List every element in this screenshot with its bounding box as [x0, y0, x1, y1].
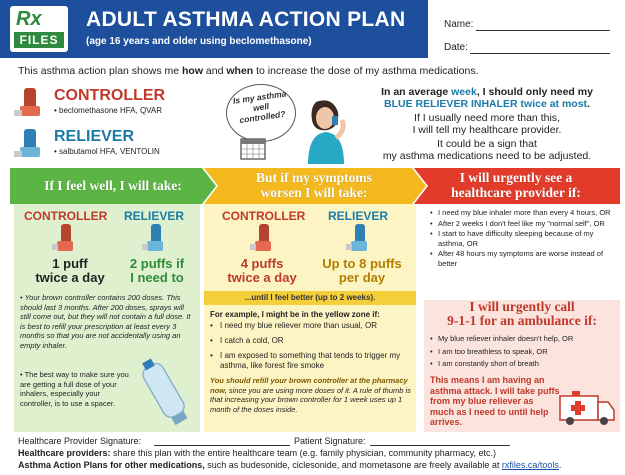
ambulance-icon — [558, 388, 616, 428]
logo-files-text: FILES — [14, 32, 64, 48]
patient-signature-label: Patient Signature: — [294, 436, 366, 446]
patient-signature-field[interactable] — [370, 445, 510, 446]
intro-text — [18, 65, 478, 77]
intro-and: and — [203, 65, 227, 77]
yellow-example-heading: For example, I might be in the yellow zone if: — [210, 310, 380, 319]
footer-link-period: . — [558, 460, 562, 470]
footer-plans-bold: Asthma Action Plans for other medications, — [18, 460, 205, 470]
blue-reliever-inhaler-text: BLUE RELIEVER INHALER — [384, 98, 518, 110]
yellow-controller-dose-2: twice a day — [227, 270, 297, 285]
yellow-reliever-dose-2: per day — [338, 270, 386, 285]
controller-title: CONTROLLER — [54, 87, 166, 104]
footer-plans-rest: such as budesonide, ciclesonide, and mometasone are freely available at — [204, 460, 502, 470]
footer-providers-note — [18, 448, 496, 458]
green-reliever-heading: RELIEVER — [124, 209, 185, 223]
reliever-title: RELIEVER — [54, 128, 135, 145]
footer-other-plans-note — [18, 460, 561, 470]
green-reliever-dose-2: I need to — [130, 270, 184, 285]
controller-subtitle: • beclomethasone HFA, QVAR — [54, 106, 163, 115]
green-zone-label: If I feel well, I will take: — [44, 178, 182, 193]
green-controller-dose-2: twice a day — [35, 270, 105, 285]
controller-inhaler-icon — [14, 86, 50, 120]
green-controller-heading: CONTROLLER — [24, 209, 108, 223]
sign-line-2: my asthma medications need to be adjusted. — [382, 150, 592, 162]
date-field[interactable] — [470, 53, 610, 54]
call-911-line-2: 9-1-1 for an ambulance if: — [447, 313, 597, 328]
page-title: ADULT ASTHMA ACTION PLAN — [86, 8, 406, 31]
hcp-signature-label: Healthcare Provider Signature: — [18, 436, 142, 446]
green-spacer-note: • The best way to make sure you are getting a full dose of your inhalers, especially your controller, is to use a spacer. — [20, 370, 129, 408]
red-see-provider-list — [430, 208, 616, 269]
week-period: . — [587, 98, 590, 110]
green-reliever-dose-1: 2 puffs if — [129, 256, 185, 271]
reliever-subtitle: • salbutamol HFA, VENTOLIN — [54, 147, 160, 156]
reliever-inhaler-icon — [14, 127, 50, 161]
yellow-reliever-dose — [312, 257, 412, 285]
yellow-refill-note — [210, 376, 412, 414]
list-item: • I catch a cold, OR — [210, 336, 412, 346]
list-item: • I am exposed to something that tends to trigger my asthma, like forest fire smoke — [210, 351, 412, 371]
intro-when: when — [226, 65, 254, 77]
yellow-zone-label-2: worsen I will take: — [260, 185, 368, 200]
page-subtitle: (age 16 years and older using beclomethasone) — [86, 36, 312, 47]
date-label: Date: — [444, 42, 468, 53]
yellow-zone-label-1: But if my symptoms — [256, 170, 372, 185]
list-item: • After 2 weeks I don't feel like my "normal self", OR — [430, 219, 616, 229]
call-911-heading — [424, 300, 620, 328]
until-text: ...until I feel better (up to 2 weeks). — [244, 293, 376, 302]
more-than-text — [355, 112, 619, 136]
yellow-controller-dose-1: 4 puffs — [240, 256, 284, 271]
logo-rx-text: Rx — [16, 8, 42, 30]
adjustment-sign-text — [355, 138, 619, 162]
person-using-inhaler-icon — [296, 98, 352, 164]
green-controller-dose-1: 1 puff — [52, 256, 88, 271]
yellow-controller-inhaler-icon — [250, 224, 276, 254]
footer-providers-bold: Healthcare providers: — [18, 448, 111, 458]
refill-rest: since you are using more doses of it. A rule of thumb is that increasing your brown controller for 1 week uses up 1 month of the doses inside. — [210, 385, 411, 414]
calendar-icon — [240, 136, 266, 160]
intro-how: how — [182, 65, 203, 77]
list-item: • My blue reliever inhaler doesn't help, OR — [430, 334, 616, 344]
yellow-trigger-list — [210, 321, 412, 376]
yellow-controller-heading: CONTROLLER — [222, 209, 306, 223]
spacer-device-icon — [136, 356, 194, 430]
sign-line-1: It could be a sign that — [437, 138, 537, 150]
yellow-zone-header — [204, 168, 424, 204]
list-item: • I need my blue inhaler more than every 4 hours, OR — [430, 208, 616, 218]
red-zone-label-1: I will urgently see a — [459, 170, 573, 185]
yellow-reliever-dose-1: Up to 8 puffs — [322, 256, 402, 271]
week-suffix: , I should only need my — [476, 86, 593, 98]
call-911-list — [430, 334, 616, 372]
asthma-attack-text: This means I am having an asthma attack. I will take puffs from my blue reliever as much as I need to until help arrives. — [430, 375, 560, 427]
yellow-reliever-inhaler-icon — [346, 224, 372, 254]
green-controller-inhaler-icon — [52, 224, 78, 254]
twice-at-most-text: twice at most — [517, 98, 588, 110]
name-field[interactable] — [476, 30, 610, 31]
hcp-signature-field[interactable] — [154, 445, 290, 446]
rxfiles-tools-link[interactable]: rxfiles.ca/tools — [501, 460, 559, 470]
list-item: • I am too breathless to speak, OR — [430, 347, 616, 357]
more-than-line-2: I will tell my healthcare provider. — [412, 124, 562, 136]
green-reliever-dose — [114, 257, 200, 285]
intro-after: to increase the dose of my asthma medications. — [253, 65, 479, 77]
yellow-controller-dose — [214, 257, 310, 285]
list-item: • After 48 hours my symptoms are worse instead of better — [430, 249, 616, 268]
list-item: • I start to have difficulty sleeping because of my asthma, OR — [430, 229, 616, 248]
yellow-reliever-heading: RELIEVER — [328, 209, 389, 223]
week-prefix: In an average — [381, 86, 452, 98]
refill-bold: You should refill your brown controller at the pharmacy now, — [210, 376, 408, 395]
rxfiles-logo — [10, 6, 68, 52]
name-label: Name: — [444, 19, 474, 30]
footer-providers-rest: share this plan with the entire healthcare team (e.g. family physician, community pharmacy, etc.) — [110, 448, 497, 458]
weekly-use-text — [355, 86, 619, 110]
week-word: week — [451, 86, 477, 98]
green-controller-note: • Your brown controller contains 200 doses. This should last 3 months. After 200 doses, sprays will still come out, but they will not contain a full dose. It is best to refill your prescription at least every 3 months so that you are not accidentally using an empty inhaler. — [20, 293, 191, 350]
list-item: • I am constantly short of breath — [430, 359, 616, 369]
green-controller-dose — [24, 257, 116, 285]
speech-bubble-text: Is my asthma well controlled? — [232, 88, 287, 126]
green-reliever-inhaler-icon — [142, 224, 168, 254]
green-zone-header — [10, 168, 216, 204]
call-911-line-1: I will urgently call — [469, 299, 575, 314]
list-item: • I need my blue reliever more than usual, OR — [210, 321, 412, 331]
more-than-line-1: If I usually need more than this, — [414, 112, 560, 124]
red-zone-header — [412, 168, 620, 204]
intro-before: This asthma action plan shows me — [18, 65, 182, 77]
red-zone-label-2: healthcare provider if: — [451, 185, 581, 200]
